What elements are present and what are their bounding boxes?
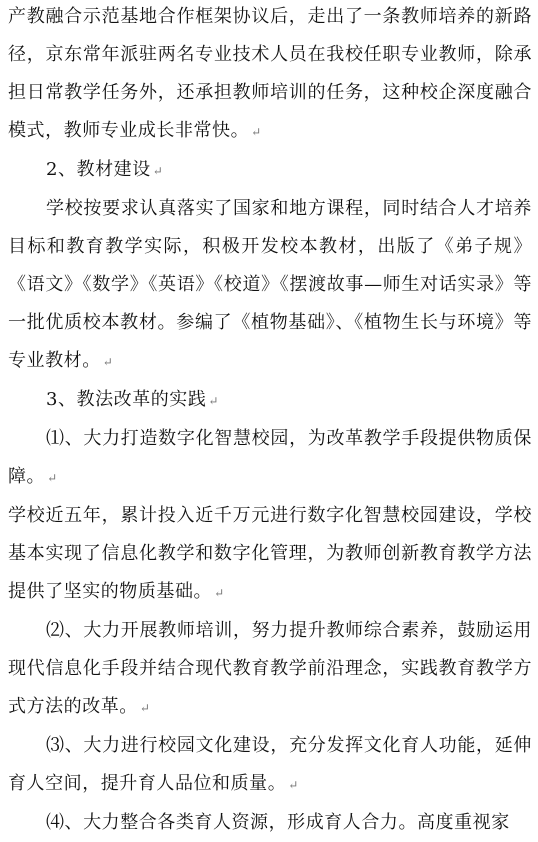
paragraph-text: 学校按要求认真落实了国家和地方课程，同时结合人才培养目标和教育教学实际，积极开发校本教材，出版了《弟子规》《语文》《数学》《英语》《校道》《摆渡故事—师生对话实录》等一批优质校本教材。参编了《植物基础》、《植物生长与环境》等专业教材。 [8, 198, 532, 371]
return-mark-icon: ↵ [288, 778, 299, 792]
return-mark-icon: ↵ [214, 586, 225, 600]
return-mark-icon: ↵ [139, 701, 151, 715]
list-item-digital-campus [8, 420, 532, 497]
paragraph-text: ⑷、大力整合各类育人资源，形成育人合力。高度重视家 [46, 812, 510, 833]
paragraph-digital-campus-detail [8, 497, 532, 612]
heading-text: 2、教材建设 [46, 159, 151, 180]
section-heading-textbooks [8, 151, 532, 190]
list-item-education-resources [8, 804, 532, 842]
list-item-campus-culture [8, 727, 532, 804]
heading-text: 3、教法改革的实践 [46, 389, 207, 410]
paragraph-text: ⑴、大力打造数字化智慧校园，为改革教学手段提供物质保障。 [8, 428, 532, 487]
paragraph-text: ⑶、大力进行校园文化建设，充分发挥文化育人功能，延伸育人空间，提升育人品位和质量。 [8, 735, 532, 794]
list-item-teacher-training [8, 612, 532, 727]
return-mark-icon: ↵ [251, 125, 262, 139]
paragraph-intro-continued [8, 0, 532, 151]
paragraph-text: 产教融合示范基地合作框架协议后，走出了一条教师培养的新路径，京东常年派驻两名专业技术人员在我校任职专业教师，除承担日常教学任务外，还承担教师培训的任务，这种校企深度融合模式，教师专业成长非常快。 [8, 6, 532, 141]
paragraph-text: ⑵、大力开展教师培训，努力提升教师综合素养，鼓励运用现代信息化手段并结合现代教育教学前沿理念，实践教育教学方式方法的改革。 [8, 620, 532, 717]
return-mark-icon: ↵ [152, 164, 164, 178]
return-mark-icon: ↵ [47, 471, 58, 485]
paragraph-textbooks [8, 190, 532, 381]
paragraph-text: 学校近五年，累计投入近千万元进行数字化智慧校园建设，学校基本实现了信息化教学和数字化管理，为教师创新教育教学方法提供了坚实的物质基础。 [8, 505, 532, 602]
return-mark-icon: ↵ [208, 394, 220, 408]
section-heading-teaching-reform [8, 381, 532, 420]
return-mark-icon: ↵ [102, 355, 114, 369]
